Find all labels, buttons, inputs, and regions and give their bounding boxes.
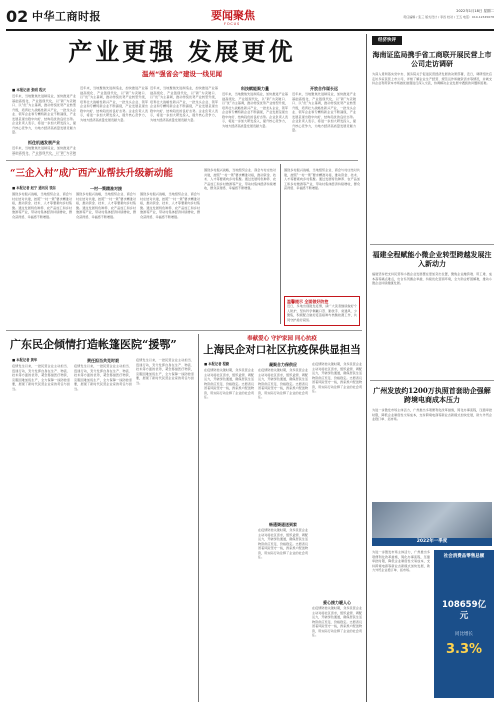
guangxi-body-col2: 围绕乡村振兴战略，当地组织企业、商会与村庄结对共建，按照“一村一策”要求精准对接，推动资金、技术、人才等要素向乡村集聚。通过发展特色种养、农产品加工和乡村旅游等产业，带动村集体经济持续增收，群众获得感、幸福感不断增强。 <box>76 192 136 219</box>
mid-rule <box>6 330 362 331</box>
section-name: 要闻聚焦 <box>211 9 255 22</box>
photo-block <box>372 502 492 546</box>
notice-box <box>284 296 360 326</box>
lead-bottom-rule <box>6 160 358 161</box>
section-name-en: FOCUS <box>224 22 240 26</box>
lead-headline: 产业更强 发展更优 <box>68 37 296 66</box>
shanghai-body-col3b: 在疫情防控关键时期，众多民营企业主动对接社区需求，组织货源、调配运力，开辟绿色通道，确保居民生活物资供应充足、价格稳定。志愿者们冒着风险坚守一线，挨家挨户配送物资，用实际行动诠释了企业的社会责任。 <box>312 606 362 637</box>
stat-percent: 3.3% <box>445 642 483 657</box>
guangzhou-body-b: 为进一步激发市场主体活力，广州推出多项便利化改革措施，简化办事流程，压缩审批时限，降低企业制度性交易成本，支持跨境电商等新业态新模式加快发展，助力外贸企业稳订单、拓市场。 <box>372 550 430 572</box>
lead-body-col5: 近年来，当地聚焦先进制造业，加快推进产业基础高级化、产业链现代化，以“新”为突破口、以“优”为主基调，推动传统优势产业转型升级，培育壮大战略性新兴产业，一批龙头企业、领军企业和专精特新企业不断涌现，产业发展呈现出稳中向好、结构趋优的良好态势。企业负责人表示，将进一步加大研发投入，提升核心竞争力，为地方经济高质量发展贡献力量。 <box>292 92 356 132</box>
guangdong-body-col3: 疫情发生以来，一批民营企业主动担当、迅速行动，充分发挥自身在生产、物流、技术等方面的优势，紧急筹措医疗物资，克服困难加班生产，全力保障一线防控需要，展现了新时代民营企业家的责任与担当。 <box>136 358 194 385</box>
hainan-headline: 海南证监局携手省工商联开展民营上市公司走访调研 <box>372 50 492 68</box>
lead-body-col3: 近年来，当地聚焦先进制造业，加快推进产业基础高级化、产业链现代化，以“新”为突破口、以“优”为主基调，推动传统优势产业转型升级，培育壮大战略性新兴产业，一批龙头企业、领军企业和专精特新企业不断涌现，产业发展呈现出稳中向好、结构趋优的良好态势。企业负责人表示，将进一步加大研发投入，提升核心竞争力，为地方经济高质量发展贡献力量。 <box>150 86 218 122</box>
shanghai-subhead-3: 爱心接力暖人心 <box>323 600 351 605</box>
notice-title: 温馨提示 全面做好防控 <box>287 299 329 304</box>
stat-box <box>434 550 494 698</box>
guangzhou-headline: 广州发放约1200万执照首套助企强解跨境电商成本压力 <box>373 386 491 404</box>
shanghai-subhead-1: 凝聚合力保供应 <box>269 362 297 367</box>
guangdong-headline: 广东民企倾情打造帐篷医院“援鄂” <box>10 338 177 351</box>
editor-line: 责任编辑 / 张三 版式设计 / 李四 校对 / 王五 电话：010-12345678 <box>403 15 494 19</box>
shanghai-body-col2b: 在疫情防控关键时期，众多民营企业主动对接社区需求，组织货源、调配运力，开辟绿色通道，确保居民生活物资供应充足、价格稳定。志愿者们冒着风险坚守一线，挨家挨户配送物资，用实际行动诠释了企业的社会责任。 <box>258 528 308 559</box>
hainan-body: 为深入贯彻落实党中央、国务院关于促进民营经济发展的决策部署，近日，调研组先后走访多家民营上市公司，详细了解企业生产经营、规范运作和融资需求等情况，并就支持企业利用资本市场做优做强进行深入交流，协调解决企业发展中遇到的问题和困难。 <box>372 72 492 85</box>
column-tag <box>372 36 402 45</box>
guangxi-body-col4: 围绕乡村振兴战略，当地组织企业、商会与村庄结对共建，按照“一村一策”要求精准对接，推动资金、技术、人才等要素向乡村集聚。通过发展特色种养、农产品加工和乡村旅游等产业，带动村集体经济持续增收，群众获得感、幸福感不断增强。 <box>204 168 276 190</box>
shanghai-kicker: 奉献爱心 守护家园 同心抗疫 <box>247 336 317 342</box>
guangdong-byline: ■ 本报记者 黄华 <box>12 358 38 362</box>
right-rule-2 <box>370 380 494 381</box>
guangxi-body-col3: 围绕乡村振兴战略，当地组织企业、商会与村庄结对共建，按照“一村一策”要求精准对接，推动资金、技术、人才等要素向乡村集聚。通过发展特色种养、农产品加工和乡村旅游等产业，带动村集体经济持续增收，群众获得感、幸福感不断增强。 <box>140 192 200 219</box>
guangxi-body-col1: 围绕乡村振兴战略，当地组织企业、商会与村庄结对共建，按照“一村一策”要求精准对接，推动资金、技术、人才等要素向乡村集聚。通过发展特色种养、农产品加工和乡村旅游等产业，带动村集体经济持续增收，群众获得感、幸福感不断增强。 <box>12 192 72 219</box>
shanghai-body-col2: 在疫情防控关键时期，众多民营企业主动对接社区需求，组织货源、调配运力，开辟绿色通道，确保居民生活物资供应充足、价格稳定。志愿者们冒着风险坚守一线，挨家挨户配送物资，用实际行动诠释了企业的社会责任。 <box>258 368 308 399</box>
column-tag-label: 经济快评 <box>378 38 396 43</box>
shanghai-byline: ■ 本报记者 程勤 <box>204 362 230 366</box>
right-rule-1 <box>370 244 494 245</box>
fujian-body: 福建坚持把支持民营和小微企业发展摆在更加突出位置，聚焦企业融资难、用工难、成本高等痛点难点，出台系列惠企举措，持续优化营商环境，全力助企纾困解难，推动小微企业持续健康发展。 <box>372 272 492 285</box>
stat-value: 108659亿元 <box>442 600 486 621</box>
lead-col5-subhead: 开放合作谋长远 <box>310 86 338 91</box>
lead-byline: ■ 本报记者 张明 程天 <box>12 88 46 92</box>
gd-divider <box>198 334 199 702</box>
lead-body-col2: 近年来，当地聚焦先进制造业，加快推进产业基础高级化、产业链现代化，以“新”为突破口、以“优”为主基调，推动传统优势产业转型升级，培育壮大战略性新兴产业，一批龙头企业、领军企业和专精特新企业不断涌现，产业发展呈现出稳中向好、结构趋优的良好态势。企业负责人表示，将进一步加大研发投入，提升核心竞争力，为地方经济高质量发展贡献力量。 <box>80 86 148 122</box>
lead-col1-subhead: 抓住机遇发展产业 <box>28 140 60 145</box>
guangzhou-body-a: 为进一步激发市场主体活力，广州推出多项便利化改革措施，简化办事流程，压缩审批时限，降低企业制度性交易成本，支持跨境电商等新业态新模式加快发展，助力外贸企业稳订单、拓市场。 <box>372 408 492 421</box>
shanghai-body-col3: 在疫情防控关键时期，众多民营企业主动对接社区需求，组织货源、调配运力，开辟绿色通道，确保居民生活物资供应充足、价格稳定。志愿者们冒着风险坚守一线，挨家挨户配送物资，用实际行动诠释了企业的社会责任。 <box>312 362 362 393</box>
header-rule <box>6 29 494 31</box>
issue-date: 2022年1月18日 星期二 <box>456 9 494 13</box>
shanghai-body-col1: 在疫情防控关键时期，众多民营企业主动对接社区需求，组织货源、调配运力，开辟绿色通道，确保居民生活物资供应充足、价格稳定。志愿者们冒着风险坚守一线，挨家挨户配送物资，用实际行动诠释了企业的社会责任。 <box>204 368 254 399</box>
fujian-headline: 福建全程赋能小微企业转型跨越发展注入新动力 <box>372 250 492 268</box>
guangxi-headline: “三企入村”成广西产业帮扶升级新动能 <box>10 168 173 179</box>
notice-body: 近日，多地出现散发疫情，请广大读者继续做好个人防护，坚持科学佩戴口罩、勤洗手、常通风、少聚集，积极配合做好疫苗接种与核酸检测工作，共同守护美好家园。 <box>287 304 357 322</box>
stat-note: 同比增长 <box>455 632 473 637</box>
photo-caption-bar <box>372 538 492 546</box>
guangxi-body-col5: 围绕乡村振兴战略，当地组织企业、商会与村庄结对共建，按照“一村一策”要求精准对接，推动资金、技术、人才等要素向乡村集聚。通过发展特色种养、农产品加工和乡村旅游等产业，带动村集体经济持续增收，群众获得感、幸福感不断增强。 <box>284 168 360 190</box>
guangxi-byline: ■ 本报记者 赵宁 通讯员 钱东 <box>12 186 56 190</box>
lead-body-col1b: 近年来，当地聚焦先进制造业，加快推进产业基础高级化、产业链现代化，以“新”为突破 <box>12 146 76 155</box>
lead-body-col4: 近年来，当地聚焦先进制造业，加快推进产业基础高级化、产业链现代化，以“新”为突破口、以“优”为主基调，推动传统优势产业转型升级，培育壮大战略性新兴产业，一批龙头企业、领军企业和专精特新企业不断涌现，产业发展呈现出稳中向好、结构趋优的良好态势。企业负责人表示，将进一步加大研发投入，提升核心竞争力，为地方经济高质量发展贡献力量。 <box>222 92 288 128</box>
shanghai-headline: 上海民企对口社区抗疫保供显担当 <box>203 344 361 356</box>
lead-subhead: 温州“强省会”建设一线见闻 <box>141 70 223 78</box>
guangxi-subhead: 一村一策精准对接 <box>90 186 122 191</box>
page-number: 02 <box>6 7 29 26</box>
guangdong-subhead: 责任担当共克时艰 <box>87 358 119 363</box>
paper-name: 中华工商时报 <box>32 10 101 23</box>
lead-body-col1: 近年来，当地聚焦先进制造业，加快推进产业基础高级化、产业链现代化，以“新”为突破口、以“优”为主基调，推动传统优势产业转型升级，培育壮大战略性新兴产业，一批龙头企业、领军企业和专精特新企业不断涌现，产业发展呈现出稳中向好、结构趋优的良好态势。企业负责人表示，将进一步加大研发投入，提升核心竞争力，为地方经济高质量发展贡献力量。 <box>12 94 76 134</box>
guangdong-body-col1: 疫情发生以来，一批民营企业主动担当、迅速行动，充分发挥自身在生产、物流、技术等方面的优势，紧急筹措医疗物资，克服困难加班生产，全力保障一线防控需要，展现了新时代民营企业家的责任与担当。 <box>12 364 70 391</box>
shanghai-subhead-2: 畅通渠道送到家 <box>269 522 297 527</box>
guangxi-divider <box>280 164 281 324</box>
guangdong-body-col2: 疫情发生以来，一批民营企业主动担当、迅速行动，充分发挥自身在生产、物流、技术等方面的优势，紧急筹措医疗物资，克服困难加班生产，全力保障一线防控需要，展现了新时代民营企业家的责任与担当。 <box>74 364 132 391</box>
stat-title: 社会消费品零售总额 <box>443 554 485 559</box>
photo-caption: 2022年一季度 <box>416 539 448 544</box>
page-header <box>6 8 494 28</box>
right-column-divider <box>366 34 367 702</box>
lead-col4-subhead: 科技赋能聚力量 <box>241 86 269 91</box>
